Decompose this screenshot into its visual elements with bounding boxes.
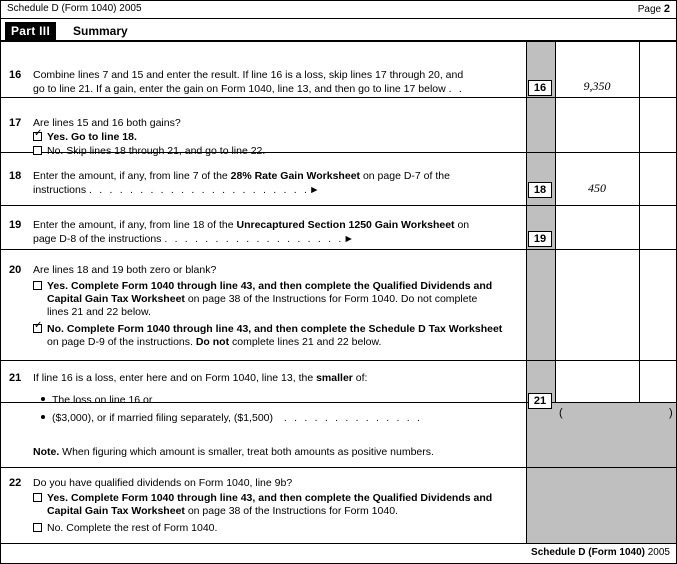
line-18-amount[interactable]: 450 [588, 181, 606, 195]
line-18-leader-dots: . . . . . . . . . . . . . . . . . . . . . . [89, 184, 310, 196]
line-19-worksheet-name: Unrecaptured Section 1250 Gain Worksheet [236, 219, 455, 231]
line-17-no-checkbox[interactable] [33, 146, 42, 155]
line-21-note [33, 446, 434, 458]
page-header [1, 1, 677, 19]
line-20-no-line2b: Do not [195, 336, 230, 348]
footer-form-name [531, 547, 670, 558]
line-19-text-2: page D-8 of the instructions . . . . . . . . . . . . . . . . . .► [33, 233, 354, 245]
line-20-text: Are lines 18 and 19 both zero or blank? [33, 264, 217, 276]
line-18-text-2-main: instructions [33, 184, 87, 196]
line-21-smaller: smaller [316, 372, 353, 384]
line-18-worksheet-name: 28% Rate Gain Worksheet [230, 170, 361, 182]
bullet-dot-icon-2 [41, 415, 45, 419]
line-17-yes-row[interactable] [33, 131, 523, 144]
line-16-number: 16 [9, 69, 22, 81]
line-16-box-number: 16 [528, 80, 552, 96]
line-20-no-lead: No. Complete Form 1040 through line 43, and then complete the [47, 323, 369, 335]
line-20-yes-line1 [47, 280, 492, 292]
line-20-no-line2 [47, 336, 537, 349]
line-22-no-row[interactable] [33, 522, 523, 535]
line-22-yes-worksheet-2: Capital Gain Tax Worksheet [47, 505, 185, 517]
line-16-text-1: Combine lines 7 and 15 and enter the result. If line 16 is a loss, skip lines 17 through 20, and [33, 69, 464, 81]
line-21-note-label: Note. [33, 446, 60, 458]
line-22-yes-checkbox[interactable] [33, 493, 42, 502]
line-20-yes-checkbox[interactable] [33, 281, 42, 290]
line-20-no-line2c: complete lines 21 and 22 below. [229, 336, 382, 348]
line-20-yes-line3-text: lines 21 and 22 below. [47, 306, 151, 318]
line-21-box-number: 21 [528, 393, 552, 409]
line-17-no-label: No. Skip lines 18 through 21, and go to line 22. [47, 145, 266, 157]
line-21-text-1a: If line 16 is a loss, enter here and on Form 1040, line 13, the [33, 372, 317, 384]
line-21-paren-open: ( [559, 407, 563, 419]
line-20-no-line2a: on page D-9 of the instructions. [47, 336, 196, 348]
line-17-number: 17 [9, 117, 22, 129]
line-19-box-number: 19 [528, 231, 552, 247]
rule-19 [1, 249, 677, 250]
line-22-no-label: No. Complete the rest of Form 1040. [47, 522, 218, 534]
line-16-text-2 [33, 83, 521, 96]
line-21-number: 21 [9, 372, 22, 384]
line-20-yes-worksheet-1: Qualified Dividends and [372, 280, 493, 292]
part-title: Summary [73, 24, 128, 38]
line-20-no-worksheet: Schedule D Tax Worksheet [368, 323, 503, 335]
line-21-bullet-2-text: ($3,000), or if married filing separately, ($1,500) [52, 412, 273, 424]
line-20-yes-row[interactable] [33, 280, 523, 293]
line-16-leader-dots: . . [448, 83, 464, 95]
line-17-yes-checkbox[interactable] [33, 132, 42, 141]
line-22-yes-line2 [47, 505, 537, 518]
line-21-bullet-1 [41, 394, 152, 406]
line-19-leader-dots: . . . . . . . . . . . . . . . . . . [164, 233, 344, 245]
line-22-yes-line1 [47, 492, 492, 504]
line-21-text [33, 372, 521, 385]
rule-18 [1, 205, 677, 206]
line-20-number: 20 [9, 264, 22, 276]
line-22-yes-worksheet-1: Qualified Dividends and [372, 492, 493, 504]
header-page-indicator [638, 3, 670, 15]
line-22-yes-row[interactable] [33, 492, 523, 505]
rule-16 [1, 97, 677, 98]
line-17-no-row[interactable] [33, 145, 523, 158]
line-19-text-1a: Enter the amount, if any, from line 18 of the [33, 219, 237, 231]
line-18-text-1a: Enter the amount, if any, from line 7 of the [33, 170, 231, 182]
line-20-no-checkbox[interactable] [33, 324, 42, 333]
line-19-text-2-main: page D-8 of the instructions [33, 233, 162, 245]
header-form-title: Schedule D (Form 1040) 2005 [7, 3, 142, 14]
header-page-number: 2 [663, 3, 670, 15]
footer-form-label: Schedule D (Form 1040) [531, 547, 648, 558]
line-20-yes-line2 [47, 293, 537, 306]
line-20-yes-line3 [47, 306, 537, 319]
form-body [1, 42, 677, 544]
line-20-no-line1 [47, 323, 502, 335]
line-20-no-row[interactable] [33, 323, 523, 336]
line-17-text: Are lines 15 and 16 both gains? [33, 117, 181, 129]
line-19-text-1 [33, 219, 521, 232]
line-21-note-text: When figuring which amount is smaller, treat both amounts as positive numbers. [59, 446, 434, 458]
line-18-number: 18 [9, 170, 22, 182]
line-21-bullet-1-text: The loss on line 16 or [52, 394, 153, 406]
line-22-text: Do you have qualified dividends on Form 1040, line 9b? [33, 477, 293, 489]
line-20-yes-lead: Yes. Complete Form 1040 through line 43, and then complete the [47, 280, 373, 292]
line-21-bullet-2 [41, 412, 422, 424]
line-16-text-2-main: go to line 21. If a gain, enter the gain on Form 1040, line 13, and then go to line 17 below [33, 83, 446, 95]
line-20-yes-line2-rest: on page 38 of the Instructions for Form 1040. Do not complete [184, 293, 478, 305]
page-footer [1, 544, 677, 564]
part-label: Part III [5, 22, 56, 40]
part-header-bar [1, 20, 677, 42]
line-22-no-checkbox[interactable] [33, 523, 42, 532]
line-21-paren-close: ) [669, 407, 673, 419]
line-18-text-1c: on page D-7 of the [360, 170, 450, 182]
bullet-dot-icon [41, 397, 45, 401]
line-20-yes-worksheet-2: Capital Gain Tax Worksheet [47, 293, 185, 305]
line-18-text-1 [33, 170, 521, 183]
line-19-text-1c: on [454, 219, 470, 231]
line-22-number: 22 [9, 477, 22, 489]
line-18-box-number: 18 [528, 182, 552, 198]
rule-22 [1, 467, 677, 468]
header-page-label: Page [637, 4, 662, 15]
line-18-text-2: instructions . . . . . . . . . . . . . . . . . . . . . .► [33, 184, 320, 196]
line-17-yes-label: Yes. Go to line 18. [47, 131, 137, 143]
line-19-number: 19 [9, 219, 22, 231]
footer-year: 2005 [647, 547, 670, 558]
line-16-amount[interactable]: 9,350 [583, 79, 611, 93]
line-21-leader-dots: . . . . . . . . . . . . . . [283, 412, 423, 424]
line-21-text-1c: of: [352, 372, 368, 384]
shaded-area-line21 [555, 402, 677, 544]
line-22-yes-line2-rest: on page 38 of the Instructions for Form 1040. [184, 505, 398, 517]
line-22-yes-lead: Yes. Complete Form 1040 through line 43, and then complete the [47, 492, 373, 504]
rule-20 [1, 360, 677, 361]
